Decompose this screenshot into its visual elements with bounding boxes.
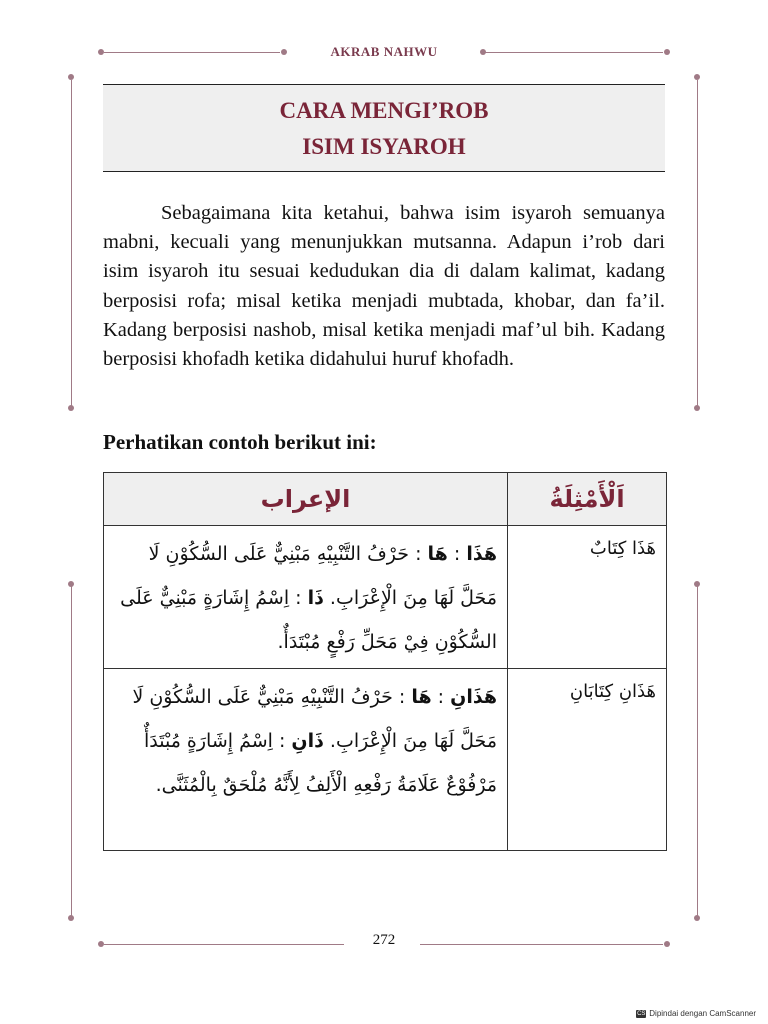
scanner-watermark xyxy=(636,1009,756,1018)
irob-separator: : xyxy=(447,543,467,565)
examples-subheading: Perhatikan contoh berikut ini: xyxy=(103,430,377,454)
page-number: 272 xyxy=(372,932,396,948)
table-row xyxy=(104,669,667,851)
column-header-examples: اَلْأَمْثِلَةُ xyxy=(508,473,667,526)
chapter-title-box xyxy=(103,84,665,172)
example-cell: هَذَانِ كِتَابَانِ xyxy=(508,669,667,851)
frame-dot xyxy=(68,581,74,587)
frame-left-bottom-line xyxy=(71,586,72,918)
irob-term: ذَانِ xyxy=(291,730,324,752)
example-cell: هَذَا كِتَابٌ xyxy=(508,526,667,669)
table-row xyxy=(104,526,667,669)
irob-text: : اِسْمُ إِشَارَةٍ مَبْنِيٌّ عَلَى السُّكُوْنِ فِيْ مَحَلِّ رَفْعٍ مُبْتَدَأٌ. xyxy=(120,587,497,653)
frame-dot xyxy=(68,74,74,80)
frame-dot xyxy=(694,405,700,411)
frame-right-bottom-line xyxy=(697,586,698,918)
scanner-text: Dipindai dengan CamScanner xyxy=(649,1009,756,1018)
irob-text: : اِسْمُ إِشَارَةٍ مُبْتَدَأٌ مَرْفُوْعٌ عَلَامَةُ رَفْعِهِ الْأَلِفُ لِأَنَّهُ مُلْحَقٌ بِالْمُثَنَّى. xyxy=(143,730,497,796)
irob-term: هَا xyxy=(411,686,432,708)
irob-cell xyxy=(104,526,508,669)
frame-dot xyxy=(68,405,74,411)
irob-text: : حَرْفُ التَّنْبِيْهِ مَبْنِيٌّ عَلَى السُّكُوْنِ لَا مَحَلَّ لَهَا مِنَ الْإِعْرَابِ. xyxy=(148,543,497,609)
examples-table xyxy=(103,472,667,851)
frame-dot xyxy=(68,915,74,921)
chapter-title-line-1: CARA MENGI’ROB xyxy=(279,98,489,123)
frame-dot xyxy=(694,74,700,80)
column-header-irob: الإعراب xyxy=(104,473,508,526)
table-header-row xyxy=(104,473,667,526)
frame-dot xyxy=(694,915,700,921)
irob-term: هَا xyxy=(427,543,448,565)
running-header: AKRAB NAHWU xyxy=(330,44,438,59)
irob-term: ذَا xyxy=(307,587,324,609)
irob-term: هَذَانِ xyxy=(450,686,497,708)
camscanner-icon: CS xyxy=(637,1010,646,1017)
irob-text: : حَرْفُ التَّنْبِيْهِ مَبْنِيٌّ عَلَى السُّكُوْنِ لَا مَحَلَّ لَهَا مِنَ الْإِعْرَابِ. xyxy=(132,686,497,752)
frame-dot xyxy=(694,581,700,587)
irob-cell xyxy=(104,669,508,851)
frame-left-top-line xyxy=(71,80,72,408)
body-paragraph: Sebagaimana kita ketahui, bahwa isim isyaroh semuanya mabni, kecuali yang menunjukkan mutsanna. Adapun i’rob dari isim isyaroh itu sesuai kedudukan dia di dalam kalimat, kadang berposisi rofa; misal ketika menjadi mubtada, khobar, dan fa’il. Kadang berposisi nashob, misal ketika menjadi maf’ul bih. Kadang berposisi khofadh ketika didahului huruf khofadh. xyxy=(103,202,665,371)
irob-term: هَذَا xyxy=(466,543,497,565)
irob-separator: : xyxy=(431,686,451,708)
chapter-title-line-2: ISIM ISYAROH xyxy=(302,134,466,159)
frame-right-top-line xyxy=(697,80,698,408)
